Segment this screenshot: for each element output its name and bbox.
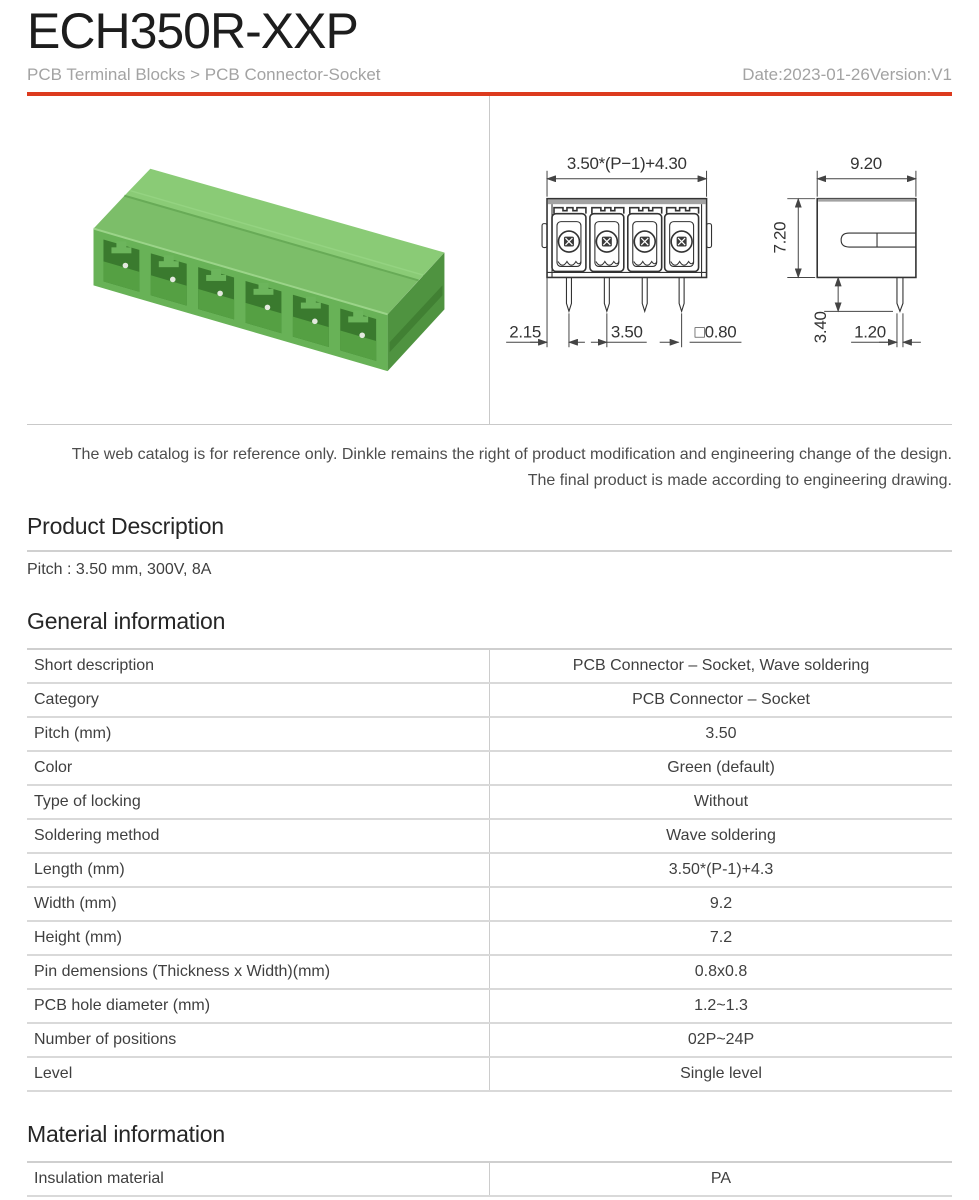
row-value: 7.2 <box>490 921 953 955</box>
dim-height-label: 7.20 <box>770 221 790 254</box>
general-information-heading: General information <box>27 608 226 634</box>
row-value: 02P~24P <box>490 1023 953 1057</box>
row-value: Wave soldering <box>490 819 953 853</box>
technical-drawing-panel <box>489 96 952 424</box>
table-row <box>27 887 952 921</box>
front-cells <box>552 208 699 272</box>
section-divider <box>27 550 952 552</box>
dim-offset-label: 3.40 <box>811 311 831 344</box>
dim-length-label: 3.50*(P−1)+4.30 <box>566 153 687 173</box>
row-value: 1.2~1.3 <box>490 989 953 1023</box>
page-title: ECH350R-XXP <box>27 3 358 59</box>
row-value: 3.50*(P-1)+4.3 <box>490 853 953 887</box>
row-label: Width (mm) <box>27 887 490 921</box>
row-value: 3.50 <box>490 717 953 751</box>
row-value: 9.2 <box>490 887 953 921</box>
side-view <box>770 154 921 347</box>
disclaimer-line-2: The final product is made according to engineering drawing. <box>527 472 952 489</box>
row-label: Category <box>27 683 490 717</box>
table-row <box>27 853 952 887</box>
product-media-section <box>27 96 952 425</box>
table-row <box>27 683 952 717</box>
row-label: Level <box>27 1057 490 1091</box>
dim-pin-square-label: □0.80 <box>694 322 737 342</box>
material-information-heading: Material information <box>27 1121 225 1147</box>
row-label: Short description <box>27 649 490 683</box>
row-label: Pin demensions (Thickness x Width)(mm) <box>27 955 490 989</box>
row-label: Length (mm) <box>27 853 490 887</box>
row-label: Soldering method <box>27 819 490 853</box>
date-version: Date:2023-01-26Version:V1 <box>742 65 952 84</box>
row-label: PCB hole diameter (mm) <box>27 989 490 1023</box>
dim-width-label: 9.20 <box>850 153 882 173</box>
header <box>27 0 952 96</box>
dim-pitch-label: 3.50 <box>610 322 643 342</box>
row-label: Color <box>27 751 490 785</box>
table-row <box>27 955 952 989</box>
disclaimer-line-1: The web catalog is for reference only. Dinkle remains the right of product modification and engineering change of the design. <box>71 446 952 463</box>
row-label: Number of positions <box>27 1023 490 1057</box>
breadcrumb[interactable]: PCB Terminal Blocks > PCB Connector-Socket <box>27 65 381 84</box>
row-label: Type of locking <box>27 785 490 819</box>
row-value: Green (default) <box>490 751 953 785</box>
product-photo-panel <box>27 96 489 424</box>
product-description-heading: Product Description <box>27 513 224 539</box>
table-row <box>27 1057 952 1091</box>
table-row <box>27 1023 952 1057</box>
product-description-text: Pitch : 3.50 mm, 300V, 8A <box>27 561 212 578</box>
front-view <box>506 154 741 347</box>
table-row <box>27 921 952 955</box>
row-value: 0.8x0.8 <box>490 955 953 989</box>
table-row <box>27 649 952 683</box>
table-row <box>27 785 952 819</box>
front-pins <box>566 277 684 311</box>
row-label: Pitch (mm) <box>27 717 490 751</box>
row-value: PA <box>490 1162 953 1196</box>
table-row <box>27 1162 952 1196</box>
general-information-table <box>27 648 952 1092</box>
table-row <box>27 819 952 853</box>
row-label: Height (mm) <box>27 921 490 955</box>
table-row <box>27 751 952 785</box>
row-label: Insulation material <box>27 1162 490 1196</box>
table-row <box>27 717 952 751</box>
product-photo <box>27 96 489 425</box>
row-value: Single level <box>490 1057 953 1091</box>
technical-drawing <box>490 96 952 425</box>
row-value: Without <box>490 785 953 819</box>
row-value: PCB Connector – Socket, Wave soldering <box>490 649 953 683</box>
material-information-table <box>27 1161 952 1197</box>
table-row <box>27 989 952 1023</box>
dim-edge-label: 2.15 <box>509 322 541 342</box>
disclaimer <box>27 442 952 494</box>
row-value: PCB Connector – Socket <box>490 683 953 717</box>
dim-pin-width-label: 1.20 <box>854 322 886 342</box>
